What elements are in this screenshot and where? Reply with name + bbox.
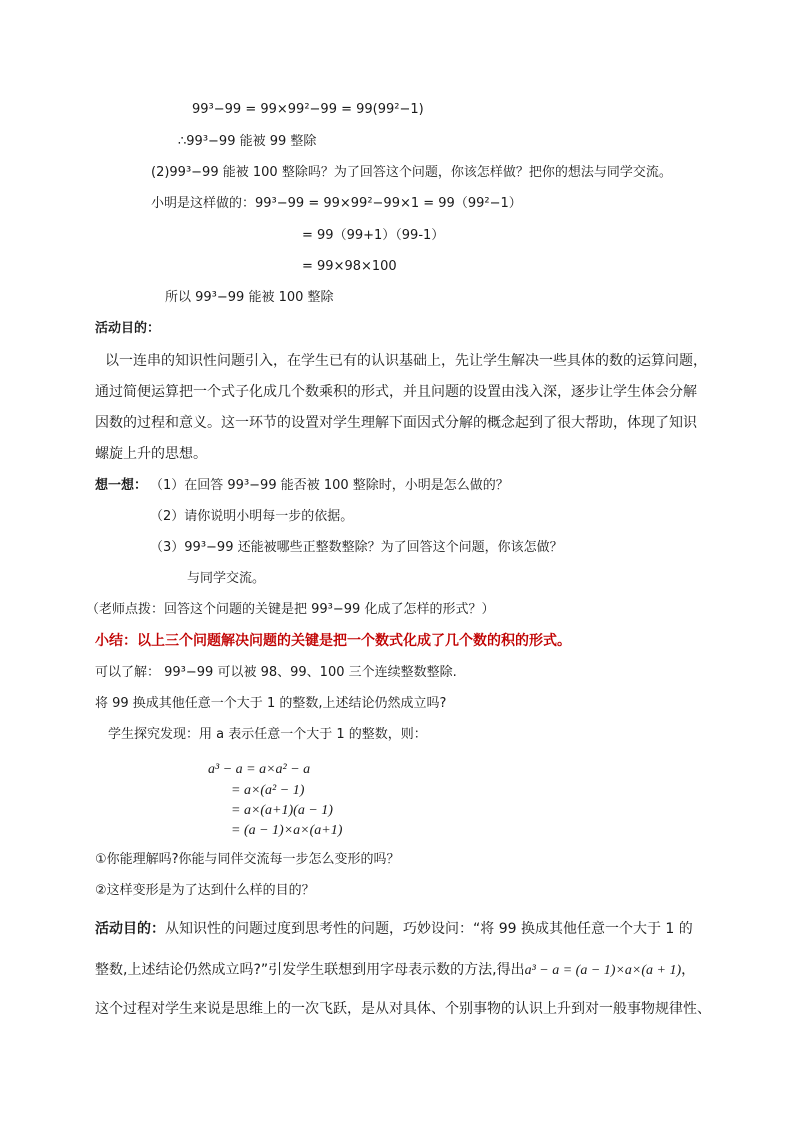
think-heading: 想一想： — [95, 478, 148, 493]
derivation-line: = a×(a+1)(a − 1) — [231, 803, 333, 818]
activity-purpose-line: 因数的过程和意义。这一环节的设置对学生理解下面因式分解的概念起到了很大帮助，体现了知识 — [95, 415, 697, 431]
xiaoming-line-3: = 99×98×100 — [302, 259, 397, 274]
activity-purpose-heading: 活动目的： — [95, 321, 161, 336]
activity-2-text: 整数,上述结论仍然成立吗?”引发学生联想到用字母表示数的方法,得出 — [95, 962, 525, 978]
activity-2-heading: 活动目的： — [95, 921, 165, 937]
xiaoming-conclusion: 所以 99³−99 能被 100 整除 — [165, 290, 334, 305]
think-question-3: （3）99³−99 还能被哪些正整数整除？为了回答这个问题，你该怎做？ — [150, 540, 563, 555]
teacher-hint: （老师点拨：回答这个问题的关键是把 99³−99 化成了怎样的形式？） — [86, 602, 495, 617]
activity-2-formula: a³ − a = (a − 1)×a×(a + 1) — [524, 963, 682, 978]
xiaoming-line-1: 小明是这样做的：99³−99 = 99×99²−99×1 = 99（99²−1） — [151, 196, 522, 211]
follow-question-1: ①你能理解吗?你能与同伴交流每一步怎么变形的吗？ — [95, 852, 400, 867]
derivation-line: a³ − a = a×a² − a — [208, 762, 311, 777]
activity-2-line-2 — [95, 961, 695, 980]
derivation-line: = (a − 1)×a×(a+1) — [231, 823, 343, 838]
think-question-2: （2）请你说明小明每一步的依据。 — [150, 509, 354, 524]
derivation-line: = a×(a² − 1) — [231, 783, 305, 798]
calc-line-1: 99³−99 = 99×99²−99 = 99(99²−1) — [192, 102, 424, 117]
activity-purpose-line: 螺旋上升的思想。 — [95, 446, 207, 462]
activity-2-comma: ， — [681, 962, 696, 978]
follow-question-2: ②这样变形是为了达到什么样的目的？ — [95, 883, 315, 898]
activity-2-line-1 — [95, 920, 693, 938]
summary: 小结：以上三个问题解决问题的关键是把一个数式化成了几个数的积的形式。 — [95, 633, 571, 649]
activity-purpose-line: 以一连串的知识性问题引入，在学生已有的认识基础上，先让学生解决一些具体的数的运算问题， — [105, 353, 707, 369]
calc-line-2: ∴99³−99 能被 99 整除 — [178, 134, 317, 149]
understand-line: 可以了解： 99³−99 可以被 98、99、100 三个连续整数整除. — [95, 665, 457, 680]
think-question-1: （1）在回答 99³−99 能否被 100 整除时，小明是怎么做的？ — [150, 478, 509, 493]
replace-question: 将 99 换成其他任意一个大于 1 的整数,上述结论仍然成立吗? — [95, 696, 447, 711]
question-2: (2)99³−99 能被 100 整除吗？为了回答这个问题，你该怎样做？把你的想法与同学交流。 — [151, 165, 672, 180]
discover-line: 学生探究发现：用 a 表示任意一个大于 1 的整数，则： — [108, 727, 427, 742]
activity-2-text: 从知识性的问题过度到思考性的问题，巧妙设问：“将 99 换成其他任意一个大于 1 的 — [165, 921, 693, 937]
activity-2-line-3: 这个过程对学生来说是思维上的一次飞跃，是从对具体、个别事物的认识上升到对一般事物规律性、 — [95, 1001, 711, 1017]
think-question-3b: 与同学交流。 — [187, 571, 266, 586]
activity-purpose-line: 通过简便运算把一个式子化成几个数乘积的形式，并且问题的设置由浅入深，逐步让学生体会分解 — [95, 384, 697, 400]
xiaoming-line-2: = 99（99+1）（99-1） — [302, 228, 445, 243]
